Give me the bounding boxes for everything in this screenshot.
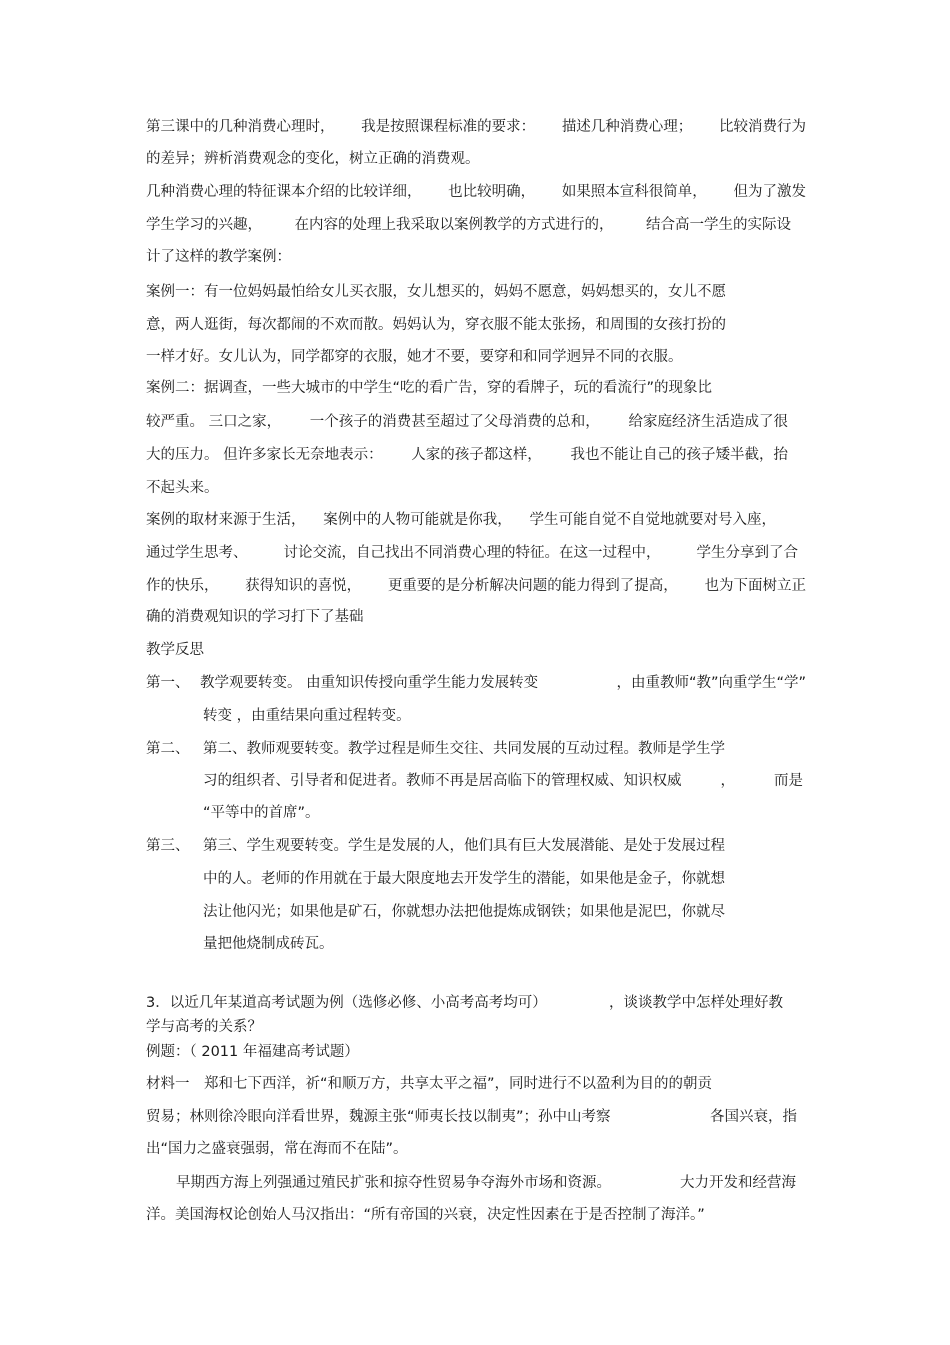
text-segment: ，由重教师“教”向重学生“学” (616, 675, 806, 691)
text-segment: 材料一 郑和七下西洋，祈“和顺万方，共享太平之福”，同时进行不以盈利为目的的朝贡 (146, 1076, 713, 1092)
text-segment: 洋。美国海权论创始人马汉指出：“所有帝国的兴衰，决定性因素在于是否控制了海洋。” (146, 1207, 705, 1223)
text-segment: 也比较明确， (448, 184, 536, 200)
text-segment: 学与高考的关系？ (146, 1019, 262, 1035)
list-number: 第二、 (146, 741, 190, 757)
text-segment: 讨论交流，自己找出不同消费心理的特征。在这一过程中， (283, 545, 661, 561)
text-segment: 获得知识的喜悦， (245, 578, 362, 594)
list-item-line (203, 902, 803, 922)
text-line (146, 1139, 806, 1159)
text-segment: 较严重。 三口之家， (146, 414, 282, 430)
text-segment: 出“国力之盛衰强弱，常在海而不在陆”。 (146, 1141, 408, 1157)
text-segment: 大的压力。 但许多家长无奈地表示： (146, 447, 383, 463)
list-number: 第一、 (146, 675, 190, 691)
text-line (146, 315, 806, 335)
text-segment: 各国兴衰，指 (710, 1109, 797, 1125)
text-line (146, 378, 806, 398)
text-line (146, 510, 776, 530)
list-item-line (203, 934, 803, 954)
text-line (146, 215, 791, 235)
text-segment: 第三课中的几种消费心理时， (146, 119, 335, 135)
example-label (146, 1042, 806, 1062)
text-line (146, 1107, 797, 1127)
text-line (146, 445, 788, 465)
text-segment: 案例二：据调查，一些大城市的中学生“吃的看广告，穿的看牌子，玩的看流行”的现象比 (146, 380, 713, 396)
text-segment: 给家庭经济生活造成了很 (628, 414, 788, 430)
text-segment: 大力开发和经营海 (680, 1175, 796, 1191)
text-line (176, 1173, 796, 1193)
text-segment: 也为下面树立正 (704, 578, 806, 594)
text-segment: 更重要的是分析解决问题的能力得到了提高， (387, 578, 678, 594)
text-segment: 教学观要转变。 由重知识传授向重学生能力发展转变 (200, 675, 539, 691)
text-segment: 描述几种消费心理； (561, 119, 693, 135)
text-segment: 而是 (774, 773, 803, 789)
text-line (146, 282, 806, 302)
text-line (146, 478, 806, 498)
list-item-line (203, 739, 803, 759)
text-segment: 几种消费心理的特征课本介绍的比较详细， (146, 184, 422, 200)
text-segment: 意，两人逛街，每次都闹的不欢而散。妈妈认为，穿衣服不能太张扬，和周围的女孩打扮的 (146, 317, 726, 333)
reflection-title: 教学反思 (146, 642, 204, 658)
text-line (146, 247, 806, 267)
list-item-line (203, 803, 803, 823)
text-line (146, 117, 806, 137)
text-segment: 中的人。老师的作用就在于最大限度地去开发学生的潜能，如果他是金子，你就想 (203, 871, 725, 887)
list-item-line (203, 771, 803, 791)
question-line (146, 1017, 806, 1037)
text-line (146, 182, 806, 202)
text-segment: 贸易；林则徐冷眼向洋看世界，魏源主张“师夷长技以制夷”；孙中山考察 (146, 1109, 611, 1125)
text-segment: 的差异；辨析消费观念的变化，树立正确的消费观。 (146, 151, 480, 167)
text-segment: 一样才好。女儿认为，同学都穿的衣服，她才不要，要穿和和同学迥异不同的衣服。 (146, 349, 683, 365)
text-segment: 量把他烧制成砖瓦。 (203, 936, 334, 952)
list-item-line (203, 869, 803, 889)
text-segment: 学生分享到了合 (696, 545, 798, 561)
text-segment: 但为了激发 (733, 184, 806, 200)
text-line (146, 1074, 806, 1094)
text-segment: 不起头来。 (146, 480, 219, 496)
text-segment: 法让他闪光；如果他是矿石，你就想办法把他提炼成钢铁；如果他是泥巴，你就尽 (203, 904, 725, 920)
text-line (146, 412, 788, 432)
text-segment: 人家的孩子都这样， (411, 447, 542, 463)
text-line (146, 607, 806, 627)
text-segment: 通过学生思考、 (146, 545, 248, 561)
text-segment: 确的消费观知识的学习打下了基础 (146, 609, 364, 625)
question-line (146, 993, 783, 1013)
text-line (146, 543, 798, 563)
list-item-line (203, 706, 803, 726)
text-segment: 如果照本宣科很简单， (561, 184, 707, 200)
text-segment: 学生可能自觉不自觉地就要对号入座， (529, 512, 776, 528)
text-segment: “平等中的首席”。 (203, 805, 320, 821)
text-segment: 3．以近几年某道高考试题为例（选修必修、小高考高考均可） (146, 995, 547, 1011)
list-number: 第三、 (146, 838, 190, 854)
section-heading (146, 640, 806, 660)
text-segment: 作的快乐， (146, 578, 219, 594)
text-segment: 结合高一学生的实际设 (646, 217, 791, 233)
text-segment: 案例一：有一位妈妈最怕给女儿买衣服，女儿想买的，妈妈不愿意，妈妈想买的，女儿不愿 (146, 284, 726, 300)
text-segment: 例题：（ 2011 年福建高考试题） (146, 1044, 359, 1060)
text-segment: 比较消费行为 (718, 119, 806, 135)
text-segment: 第三、学生观要转变。学生是发展的人，他们具有巨大发展潜能、是处于发展过程 (203, 838, 725, 854)
text-line (146, 149, 806, 169)
list-item-line (200, 673, 806, 693)
text-segment: 案例中的人物可能就是你我， (323, 512, 512, 528)
text-line (146, 347, 806, 367)
text-segment: 学生学习的兴趣， (146, 217, 262, 233)
text-line (146, 1205, 806, 1225)
text-segment: 计了这样的教学案例： (146, 249, 291, 265)
text-line (146, 576, 806, 596)
text-segment: 第二、教师观要转变。教学过程是师生交往、共同发展的互动过程。教师是学生学 (203, 741, 725, 757)
text-segment: 早期西方海上列强通过殖民扩张和掠夺性贸易争夺海外市场和资源。 (176, 1175, 611, 1191)
text-segment: 我是按照课程标准的要求： (361, 119, 536, 135)
text-segment: 习的组织者、引导者和促进者。教师不再是居高临下的管理权威、知识权威 (203, 773, 682, 789)
text-segment: ， (720, 773, 735, 789)
text-segment: 案例的取材来源于生活， (146, 512, 306, 528)
text-segment: ，谈谈教学中怎样处理好教 (609, 995, 783, 1011)
text-segment: 我也不能让自己的孩子矮半截，抬 (570, 447, 788, 463)
text-segment: 在内容的处理上我采取以案例教学的方式进行的， (294, 217, 614, 233)
text-segment: 转变 ，由重结果向重过程转变。 (203, 708, 411, 724)
list-item-line (203, 836, 803, 856)
text-segment: 一个孩子的消费甚至超过了父母消费的总和， (309, 414, 600, 430)
